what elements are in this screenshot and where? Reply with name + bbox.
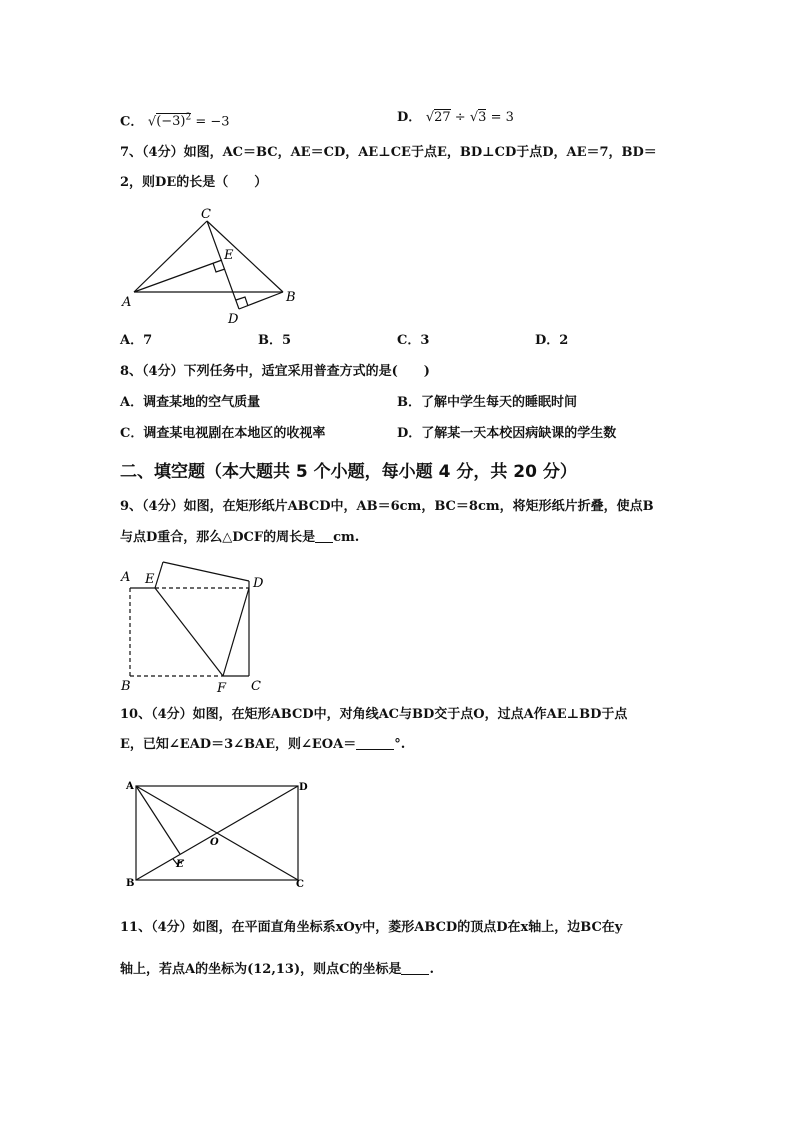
q7-segment-cb <box>207 221 283 292</box>
q6-option-c-label: C． <box>120 114 144 130</box>
q9-label-a: A <box>121 570 131 585</box>
q6-option-d-expr: √27 ÷ √3 = 3 <box>425 110 514 125</box>
q7-option-a: A．7 <box>120 333 153 348</box>
q11-stem-line1: 11、（4分）如图，在平面直角坐标系xOy中，菱形ABCD的顶点D在x轴上，边BC在y <box>120 920 623 935</box>
q7-segment-ae <box>134 260 222 292</box>
q11-answer-blank <box>401 960 429 975</box>
q10-figure <box>118 775 318 895</box>
q10-label-a: A <box>126 781 134 792</box>
q8-stem: 8、（4分）下列任务中，适宜采用普查方式的是( ) <box>120 364 430 379</box>
sqrt-icon: √ <box>147 114 157 130</box>
sqrt-icon: √ <box>469 110 479 125</box>
q9-answer-blank <box>315 528 333 543</box>
q8-option-a: A．调查某地的空气质量 <box>120 395 261 410</box>
q9-label-c: C <box>251 679 261 694</box>
q9-segment-fd <box>223 588 249 676</box>
q11-stem-line2: 轴上，若点A的坐标为(12,13)，则点C的坐标是 . <box>120 962 434 977</box>
q7-segment-ac <box>134 221 207 292</box>
q7-stem-line2: 2，则DE的长是（ ） <box>120 175 268 190</box>
q9-segment-ef <box>155 588 223 676</box>
q7-stem-line1: 7、（4分）如图，AC＝BC，AE＝CD，AE⊥CE于点E，BD⊥CD于点D，AE＝7，BD＝ <box>120 145 657 160</box>
q6-option-d-label: D． <box>397 110 422 125</box>
q10-stem-line2: E，已知∠EAD＝3∠BAE，则∠EOA＝ °. <box>120 737 406 752</box>
q9-segment-fold-1 <box>155 562 163 588</box>
sqrt-icon: √ <box>425 110 435 125</box>
q7-label-e: E <box>224 248 234 263</box>
q10-label-b: B <box>126 878 135 889</box>
q7-label-d: D <box>228 312 239 327</box>
q10-label-e: E <box>176 859 184 870</box>
q10-label-o: O <box>210 837 219 848</box>
q9-label-f: F <box>217 681 227 696</box>
q6-option-c-expr: $√(-3)^2 = -3$ <box>147 113 230 130</box>
q8-option-b: B．了解中学生每天的睡眠时间 <box>397 395 577 410</box>
q10-label-d: D <box>299 782 308 793</box>
q10-stem-line1: 10、（4分）如图，在矩形ABCD中，对角线AC与BD交于点O，过点A作AE⊥BD于点 <box>120 707 628 722</box>
q7-option-c: C．3 <box>397 333 430 348</box>
q9-label-e: E <box>145 572 155 587</box>
q6-option-d <box>397 108 514 128</box>
q10-segment-ae <box>136 786 180 854</box>
q7-label-c: C <box>201 207 211 222</box>
q8-option-d: D．了解某一天本校因病缺课的学生数 <box>397 426 617 441</box>
q7-figure <box>110 200 310 330</box>
q9-stem-line2: 与点D重合，那么△DCF的周长是 cm. <box>120 530 360 545</box>
q9-figure <box>115 558 275 698</box>
q8-option-c: C．调查某电视剧在本地区的收视率 <box>120 426 326 441</box>
q7-segment-cd <box>207 221 239 309</box>
q7-label-b: B <box>286 290 296 305</box>
q9-stem-line1: 9、（4分）如图，在矩形纸片ABCD中，AB＝6cm，BC＝8cm，将矩形纸片折叠，使点B <box>120 499 654 514</box>
section-title: 二、填空题（本大题共 5 个小题，每小题 4 分，共 20 分） <box>120 462 577 482</box>
q9-label-d: D <box>253 576 264 591</box>
q7-label-a: A <box>122 295 132 310</box>
q7-option-b: B．5 <box>258 333 292 348</box>
q7-option-d: D．2 <box>535 333 569 348</box>
q10-label-c: C <box>296 879 304 890</box>
q9-segment-fold-2 <box>163 562 249 581</box>
q10-answer-blank <box>356 735 394 750</box>
q6-option-c <box>120 108 230 132</box>
q9-label-b: B <box>121 679 131 694</box>
